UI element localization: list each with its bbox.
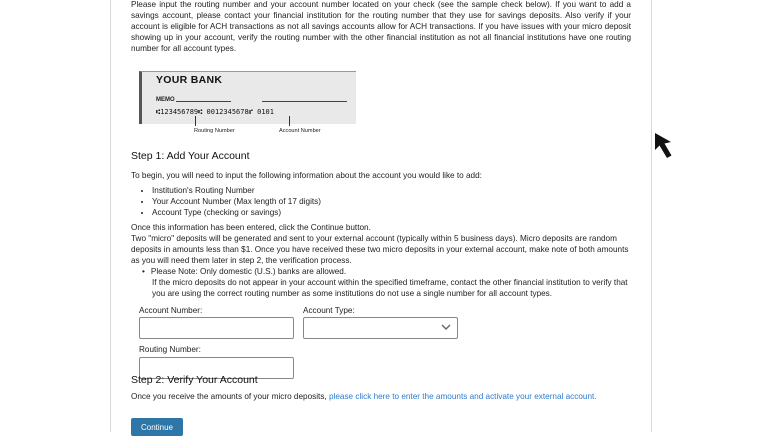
right-border [651,0,652,432]
check-memo: MEMO [156,97,175,103]
step1-lead: To begin, you will need to input the following information about the account you would like to add: [131,171,482,180]
account-number-label: Account Number: [139,306,203,315]
check-bank-name: YOUR BANK [156,74,223,86]
account-number-caption: Account Number [279,128,321,134]
intro-text: Please input the routing number and your account number located on your check (see the sample check below). If you want to add a savings account, please contact your financial institution for the routing number that they use for savings deposits. Also verify if your account is eligible for ACH transactions as not all savings accounts allow for ACH transactions. If you have issues with your micro deposit showing up in your account, verify the routing number with the other financial institution as not all financial institutions have one routing number for all account types. [131,0,631,53]
continue-button[interactable]: Continue [131,418,183,436]
enter-amounts-link[interactable]: please click here to enter the amounts and activate your external account. [328,392,597,401]
check-micr-line: ⑆123456789⑆ 0012345678⑈ 0101 [156,108,274,116]
note-label: Please Note: [150,267,198,276]
step2-text: Once you receive the amounts of your micro deposits, please click here to enter the amounts and activate your external account. [131,392,597,401]
main-content [131,0,631,419]
routing-number-caption: Routing Number [194,128,235,134]
list-item: • Account Type (checking or savings) [152,207,631,218]
left-border [110,0,111,432]
routing-number-label: Routing Number: [139,345,201,354]
step2-heading: Step 2: Verify Your Account [131,374,258,386]
account-form [131,303,631,419]
requirements-list [131,185,631,218]
list-item: • Institution's Routing Number [152,185,631,196]
account-type-label: Account Type: [303,306,355,315]
step1-para1: Once this information has been entered, click the Continue button. [131,223,371,232]
step1-heading: Step 1: Add Your Account [131,150,250,162]
account-type-select[interactable] [303,317,458,339]
account-number-input[interactable] [139,317,294,339]
note-item: If the micro deposits do not appear in your account within the specified timeframe, contact the other financial institution to verify that you are using the correct routing number as some institutions do not use a single number for all account types. [152,278,628,298]
notes-list: • Please Note: Only domestic (U.S.) banks are allowed. If the micro deposits do not appear in your account within the specified timeframe, contact the other financial institution to verify that you are using the correct routing number as some institutions do not use a single number for all account types. [131,266,631,299]
mouse-cursor-icon [653,132,681,160]
chevron-down-icon [441,324,451,331]
sample-check-image [139,71,364,134]
list-item: • Your Account Number (Max length of 17 digits) [152,196,631,207]
note-item: Only domestic (U.S.) banks are allowed. [200,267,347,276]
step1-para2: Two "micro" deposits will be generated and sent to your external account (typically within 5 business days). Micro deposits are random deposits in amounts less than $1. Once you have received these two micro deposits in your external account, make note of both amounts as you will need them later in step 2, the verification process. [131,234,629,265]
